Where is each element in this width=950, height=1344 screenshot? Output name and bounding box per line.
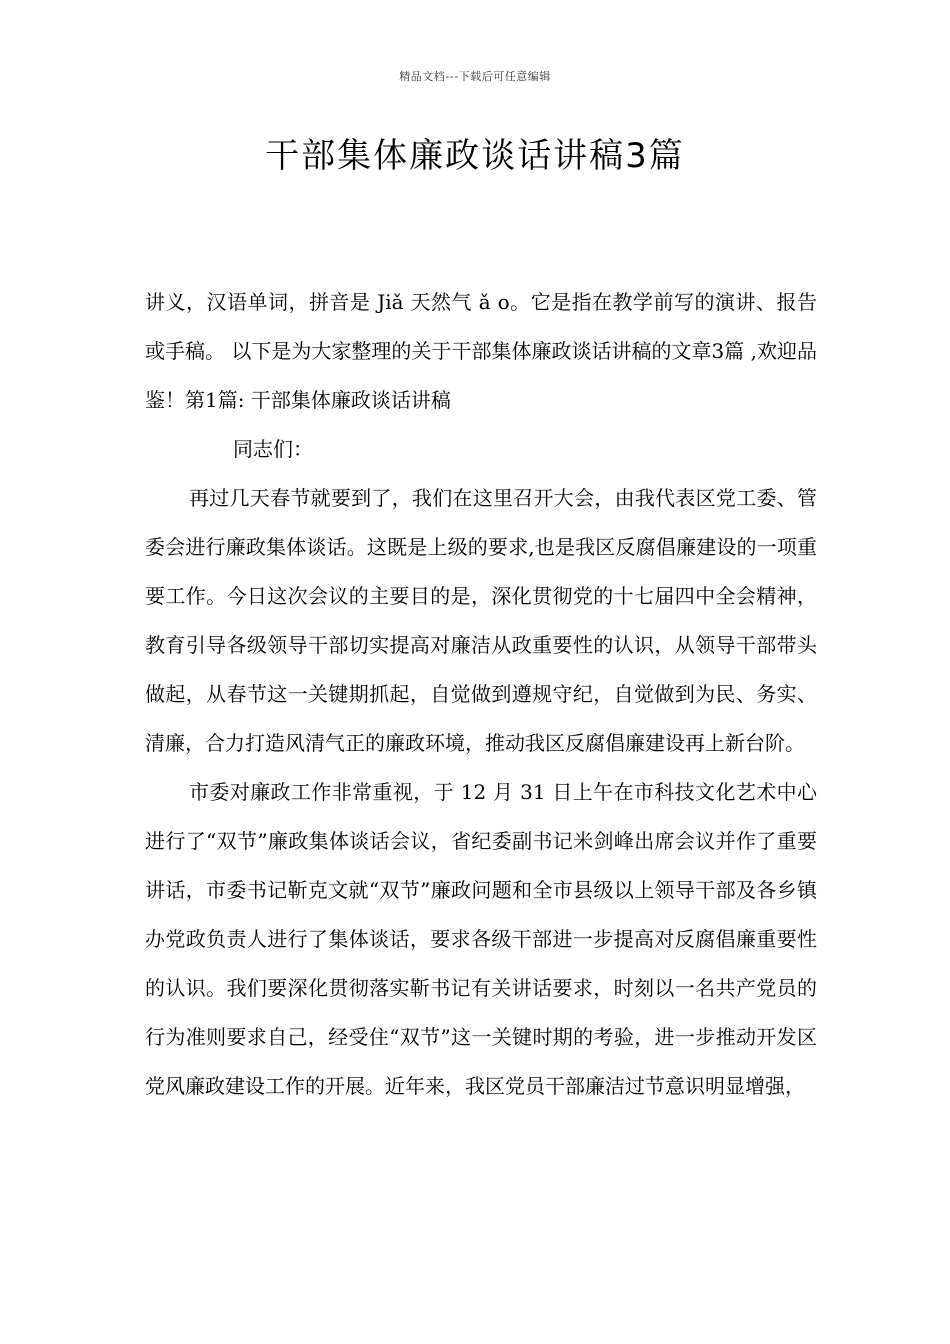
document-title: 干部集体廉政谈话讲稿3篇 (265, 136, 685, 176)
document-body (145, 278, 817, 1111)
header-note: 精品文档---下载后可任意编辑 (399, 70, 551, 83)
body-paragraph-1: 再过几天春节就要到了，我们在这里召开大会，由我代表区党工委、管委会进行廉政集体谈话。这既是上级的要求,也是我区反腐倡廉建设的一项重要工作。今日这次会议的主要目的是，深化贯彻党的十七届四中全会精神，教育引导各级领导干部切实提高对廉洁从政重要性的认识，从领导干部带头做起，从春节这一关键期抓起，自觉做到遵规守纪，自觉做到为民、务实、清廉，合力打造风清气正的廉政环境，推动我区反腐倡廉建设再上新台阶。 (145, 486, 817, 755)
body-paragraph-2: 市委对廉政工作非常重视，于 12 月 31 日上午在市科技文化艺术中心进行了“双节”廉政集体谈话会议，省纪委副书记米剑峰出席会议并作了重要讲话，市委书记靳克文就“双节”廉政问题和全市县级以上领导干部及各乡镇办党政负责人进行了集体谈话，要求各级干部进一步提高对反腐倡廉重要性的认识。我们要深化贯彻落实靳书记有关讲话要求，时刻以一名共产党员的行为准则要求自己，经受住“双节”这一关键时期的考验，进一步推动开发区党风廉政建设工作的开展。近年来，我区党员干部廉洁过节意识明显增强， (145, 780, 817, 1098)
salutation-paragraph: 同志们： (233, 437, 313, 461)
intro-paragraph: 讲义，汉语单词，拼音是 Jiǎ 天然气 ǎ o。它是指在教学前写的演讲、报告或手稿。 以下是为大家整理的关于干部集体廉政谈话讲稿的文章3篇 ,欢迎品鉴！第1篇: 干部集体廉政谈话讲稿 (145, 290, 817, 412)
